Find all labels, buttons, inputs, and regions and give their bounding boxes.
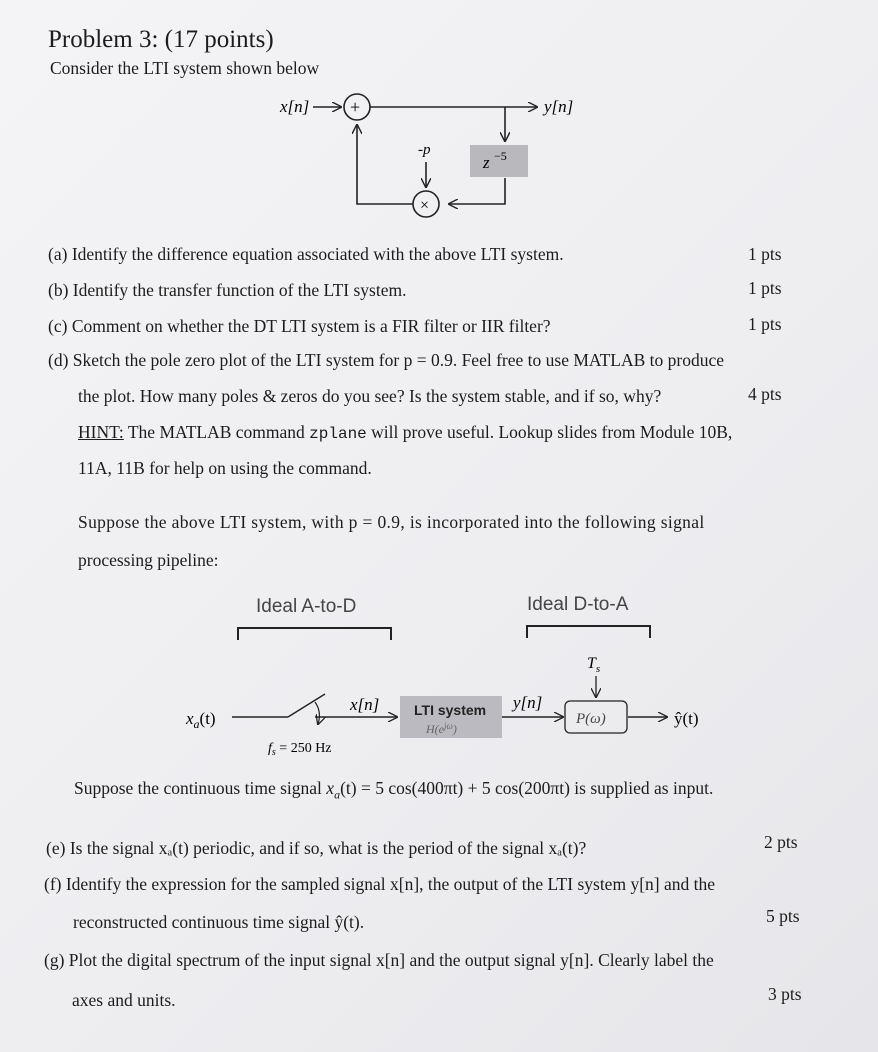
question-b: (b) Identify the transfer function of the LTI system.	[48, 280, 407, 300]
atod-label: Ideal A-to-D	[256, 596, 357, 617]
question-g-line1: (g) Plot the digital spectrum of the input signal x[n] and the output signal y[n]. Clearly label the	[44, 950, 714, 970]
question-f-line2: reconstructed continuous time signal ŷ(t).	[73, 912, 365, 932]
problem-intro: Consider the LTI system shown below	[50, 58, 320, 78]
question-a-points: 1 pts	[748, 244, 782, 264]
fs-label: $f_s = 250$ Hz	[268, 741, 332, 758]
gain-label: -p	[418, 142, 431, 158]
yn-label: y[n]	[513, 693, 543, 712]
xn-label: x[n]	[350, 695, 380, 714]
question-d-hint: HINT: The MATLAB command zplane will prove useful. Lookup slides from Module 10B,	[78, 422, 733, 443]
dtoa-label: Ideal D-to-A	[527, 594, 629, 615]
question-c: (c) Comment on whether the DT LTI system is a FIR filter or IIR filter?	[48, 316, 551, 336]
dtoa-bracket	[527, 626, 650, 638]
problem-title: Problem 3: (17 points)	[48, 26, 274, 53]
signal-definition: Suppose the continuous time signal $x_a(t) = 5$ cos(400πt) + 5 cos(200πt) is supplied as input.	[74, 778, 714, 802]
atod-bracket	[238, 628, 391, 640]
question-d-line2: the plot. How many poles & zeros do you see? Is the system stable, and if so, why?	[78, 386, 662, 406]
lti-title: LTI system	[414, 702, 487, 718]
question-e-points: 2 pts	[764, 832, 798, 852]
question-g-line2: axes and units.	[72, 990, 176, 1010]
question-d-line1: (d) Sketch the pole zero plot of the LTI system for p = 0.9. Feel free to use MATLAB to produce	[48, 350, 725, 370]
question-a: (a) Identify the difference equation associated with the above LTI system.	[48, 244, 564, 264]
question-d-line4: 11A, 11B for help on using the command.	[78, 458, 372, 478]
question-e: (e) Is the signal xₐ(t) periodic, and if so, what is the period of the signal xₐ(t)?	[46, 838, 587, 858]
question-b-points: 1 pts	[748, 278, 782, 298]
pipeline-intro-1: Suppose the above LTI system, with p = 0.9, is incorporated into the following signal	[78, 512, 705, 532]
yhat-label: ŷ(t)	[674, 709, 699, 728]
question-f-line1: (f) Identify the expression for the sampled signal x[n], the output of the LTI system y[n] and the	[44, 874, 715, 894]
pipeline-intro-2: processing pipeline:	[78, 550, 219, 570]
mult-symbol: ×	[420, 197, 430, 214]
question-d-points: 4 pts	[748, 384, 782, 404]
recon-label: P(ω)	[576, 711, 606, 727]
output-label: y[n]	[544, 97, 574, 116]
delay-z: z	[483, 153, 490, 172]
ts-label: $T_s$	[587, 655, 601, 675]
xa-label: $x_a(t)$	[186, 709, 216, 731]
input-label: x[n]	[280, 97, 310, 116]
question-f-points: 5 pts	[766, 906, 800, 926]
sum-symbol: +	[350, 97, 361, 117]
delay-exponent: −5	[494, 149, 507, 163]
question-g-points: 3 pts	[768, 984, 802, 1004]
lti-sub: $H(e^{j\omega})$	[426, 721, 457, 736]
sampler-arc	[315, 702, 319, 724]
question-c-points: 1 pts	[748, 314, 782, 334]
